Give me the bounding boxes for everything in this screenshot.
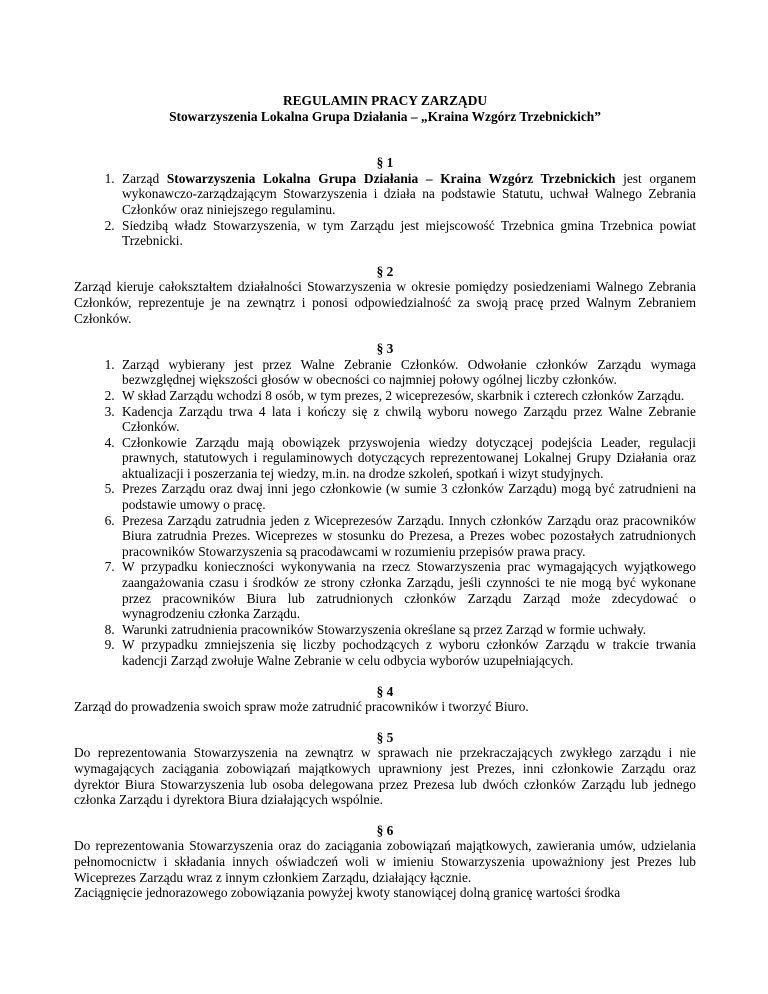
section-1-heading: § 1 <box>376 155 394 171</box>
section-2-heading: § 2 <box>376 263 394 279</box>
list-item: 2. Siedzibą władz Stowarzyszenia, w tym Zarządu jest miejscowość Trzebnica gmina Trzebnica powiat Trzebnicki. <box>118 218 696 249</box>
document-title: REGULAMIN PRACY ZARZĄDU <box>282 93 488 108</box>
section-1-list <box>74 171 696 249</box>
section-4-heading: § 4 <box>376 683 394 699</box>
section-2-text: Zarząd kieruje całokształtem działalności Stowarzyszenia w okresie pomiędzy posiedzeniami Walnego Zebrania Członków, reprezentuje je na zewnątrz i ponosi odpowiedzialność za swoją pracę przed Walnym Zebraniem Członków. <box>74 279 696 326</box>
list-item: 8. Warunki zatrudnienia pracowników Stowarzyszenia określane są przez Zarząd w formie uchwały. <box>118 622 696 638</box>
list-item: 9. W przypadku zmniejszenia się liczby pochodzących z wyboru członków Zarządu w trakcie trwania kadencji Zarząd zwołuje Walne Zebranie w celu odbycia wyborów uzupełniających. <box>118 637 696 668</box>
list-item: 4. Członkowie Zarządu mają obowiązek przyswojenia wiedzy dotyczącej podejścia Leader, regulacji prawnych, statutowych i regulaminowych dotyczących reprezentowanej Lokalnej Grupy Działania oraz aktualizacji i poszerzania tej wiedzy, m.in. na drodze szkoleń, spotkań i wizyt studyjnych. <box>118 435 696 482</box>
document-page <box>74 93 696 901</box>
list-item: 3. Kadencja Zarządu trwa 4 lata i kończy się z chwilą wyboru nowego Zarządu przez Walne Zebranie Członków. <box>118 404 696 435</box>
list-item: 6. Prezesa Zarządu zatrudnia jeden z Wiceprezesów Zarządu. Innych członków Zarządu oraz pracowników Biura zatrudnia Prezes. Wiceprezes w stosunku do Prezesa, a Prezes wobec pozostałych zatrudnionych pracowników Stowarzyszenia są pracodawcami w rozumieniu przepisów prawa pracy. <box>118 513 696 560</box>
section-6-text-continued: Zaciągnięcie jednorazowego zobowiązania powyżej kwoty stanowiącej dolną granicę wartości środka <box>74 885 621 901</box>
list-item: 2. W skład Zarządu wchodzi 8 osób, w tym prezes, 2 wiceprezesów, skarbnik i czterech członków Zarządu. <box>118 388 696 404</box>
list-item: 1. Zarząd Stowarzyszenia Lokalna Grupa Działania – Kraina Wzgórz Trzebnickich jest organem wykonawczo-zarządzającym Stowarzyszenia i działa na podstawie Statutu, uchwał Walnego Zebrania Członków oraz niniejszego regulaminu. <box>118 171 696 218</box>
section-5-heading: § 5 <box>376 729 394 745</box>
list-item: 1. Zarząd wybierany jest przez Walne Zebranie Członków. Odwołanie członków Zarządu wymaga bezwzględnej większości głosów w obecności co najmniej połowy ogólnej liczby członków. <box>118 357 696 388</box>
section-3-heading: § 3 <box>376 341 394 357</box>
document-subtitle: Stowarzyszenia Lokalna Grupa Działania – „Kraina Wzgórz Trzebnickich” <box>169 108 601 124</box>
section-5-text: Do reprezentowania Stowarzyszenia na zewnątrz w sprawach nie przekraczających zwykłego zarządu i nie wymagających zaciągania zobowiązań majątkowych uprawniony jest Prezes, inni członkowie Zarządu oraz dyrektor Biura Stowarzyszenia lub osoba delegowana przez Prezesa lub dwóch członków Zarządu lub jednego członka Zarządu i dyrektora Biura działających wspólnie. <box>74 745 696 808</box>
section-4-text: Zarząd do prowadzenia swoich spraw może zatrudnić pracowników i tworzyć Biuro. <box>74 699 529 715</box>
association-name: Stowarzyszenia Lokalna Grupa Działania – Kraina Wzgórz Trzebnickich <box>166 170 616 186</box>
list-item: 7. W przypadku konieczności wykonywania na rzecz Stowarzyszenia prac wymagających wyjątkowego zaangażowania czasu i środków ze strony członka Zarządu, jeśli czynności te nie mogą być wykonane przez pracowników Biura lub zatrudnionych członków Zarządu Zarząd może zdecydować o wynagrodzeniu członka Zarządu. <box>118 559 696 621</box>
list-item: 5. Prezes Zarządu oraz dwaj inni jego członkowie (w sumie 3 członków Zarządu) mogą być zatrudnieni na podstawie umowy o pracę. <box>118 481 696 512</box>
section-3-list <box>74 357 696 669</box>
section-6-heading: § 6 <box>376 822 394 838</box>
section-6-text: Do reprezentowania Stowarzyszenia oraz do zaciągania zobowiązań majątkowych, zawierania umów, udzielania pełnomocnictw i składania innych oświadczeń woli w imieniu Stowarzyszenia upoważniony jest Prezes lub Wiceprezes Zarządu wraz z innym członkiem Zarządu, działający łącznie. <box>74 838 696 885</box>
